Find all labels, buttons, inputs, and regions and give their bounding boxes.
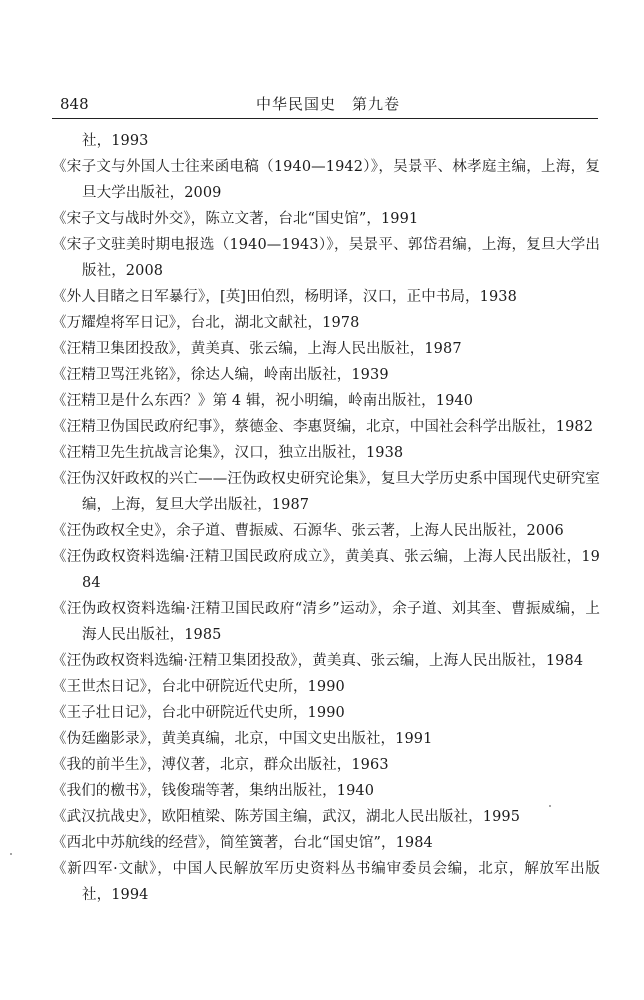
bibliography-entry: 《武汉抗战史》，欧阳植梁、陈芳国主编，武汉，湖北人民出版社，1995 [52,809,521,825]
bibliography-entry: 《宋子文驻美时期电报选（1940—1943）》，吴景平、郭岱君编，上海，复旦大学出版社，2008 [52,237,600,279]
bibliography-entry: 《汪伪政权资料选编·汪精卫国民政府“清乡”运动》，余子道、刘其奎、曹振威编，上海人民出版社，1985 [52,601,600,643]
bibliography-entry: 《汪精卫先生抗战言论集》，汉口，独立出版社，1938 [52,445,404,461]
bibliography-entry: 《汪伪政权资料选编·汪精卫集团投敌》，黄美真、张云编，上海人民出版社，1984 [52,653,584,669]
bibliography-entry: 《宋子文与外国人士往来函电稿（1940—1942）》，吴景平、林孝庭主编，上海，复旦大学出版社，2009 [52,159,600,201]
bibliography-entry: 《万耀煌将军日记》，台北，湖北文献社，1978 [52,315,360,331]
bibliography-entry: 《汪精卫伪国民政府纪事》，蔡德金、李惠贤编，北京，中国社会科学出版社，1982 [52,419,594,435]
bibliography-entry: 《汪精卫骂汪兆铭》，徐达人编，岭南出版社，1939 [52,367,389,383]
bibliography-entry: 《汪伪政权全史》，余子道、曹振威、石源华、张云著，上海人民出版社，2006 [52,523,564,539]
bibliography-list [52,128,600,908]
bibliography-entry: 《王子壮日记》，台北中研院近代史所，1990 [52,705,345,721]
bibliography-entry: 《外人目睹之日军暴行》，[英]田伯烈，杨明译，汉口，正中书局，1938 [52,289,517,305]
bibliography-entry: 《西北中苏航线的经营》，简笙簧著，台北“国史馆”，1984 [52,835,433,851]
page-header [60,92,600,116]
bibliography-entry: 《王世杰日记》，台北中研院近代史所，1990 [52,679,345,695]
page-number: 848 [60,95,89,113]
bibliography-entry: 《宋子文与战时外交》，陈立文著，台北“国史馆”，1991 [52,211,419,227]
bibliography-entry: 《我的前半生》，溥仪著，北京，群众出版社，1963 [52,757,389,773]
scan-speck [549,805,551,807]
header-rule [52,118,598,119]
bibliography-entry: 《汪伪汉奸政权的兴亡——汪伪政权史研究论集》，复旦大学历史系中国现代史研究室编，上海，复旦大学出版社，1987 [52,471,600,513]
bibliography-entry: 《伪廷幽影录》，黄美真编，北京，中国文史出版社，1991 [52,731,433,747]
bibliography-entry: 《汪精卫是什么东西？》第 4 辑，祝小明编，岭南出版社，1940 [52,393,474,409]
bibliography-entry: 《新四军·文献》，中国人民解放军历史资料丛书编审委员会编，北京，解放军出版社，1994 [52,861,600,903]
scan-speck [10,853,12,855]
bibliography-entry: 《汪精卫集团投敌》，黄美真、张云编，上海人民出版社，1987 [52,341,462,357]
bibliography-entry: 《我们的檄书》，钱俊瑞等著，集纳出版社，1940 [52,783,375,799]
running-head: 中华民国史 第九卷 [256,95,401,113]
bibliography-continuation: 社，1993 [82,133,149,149]
bibliography-entry: 《汪伪政权资料选编·汪精卫国民政府成立》，黄美真、张云编，上海人民出版社，1984 [52,549,600,591]
